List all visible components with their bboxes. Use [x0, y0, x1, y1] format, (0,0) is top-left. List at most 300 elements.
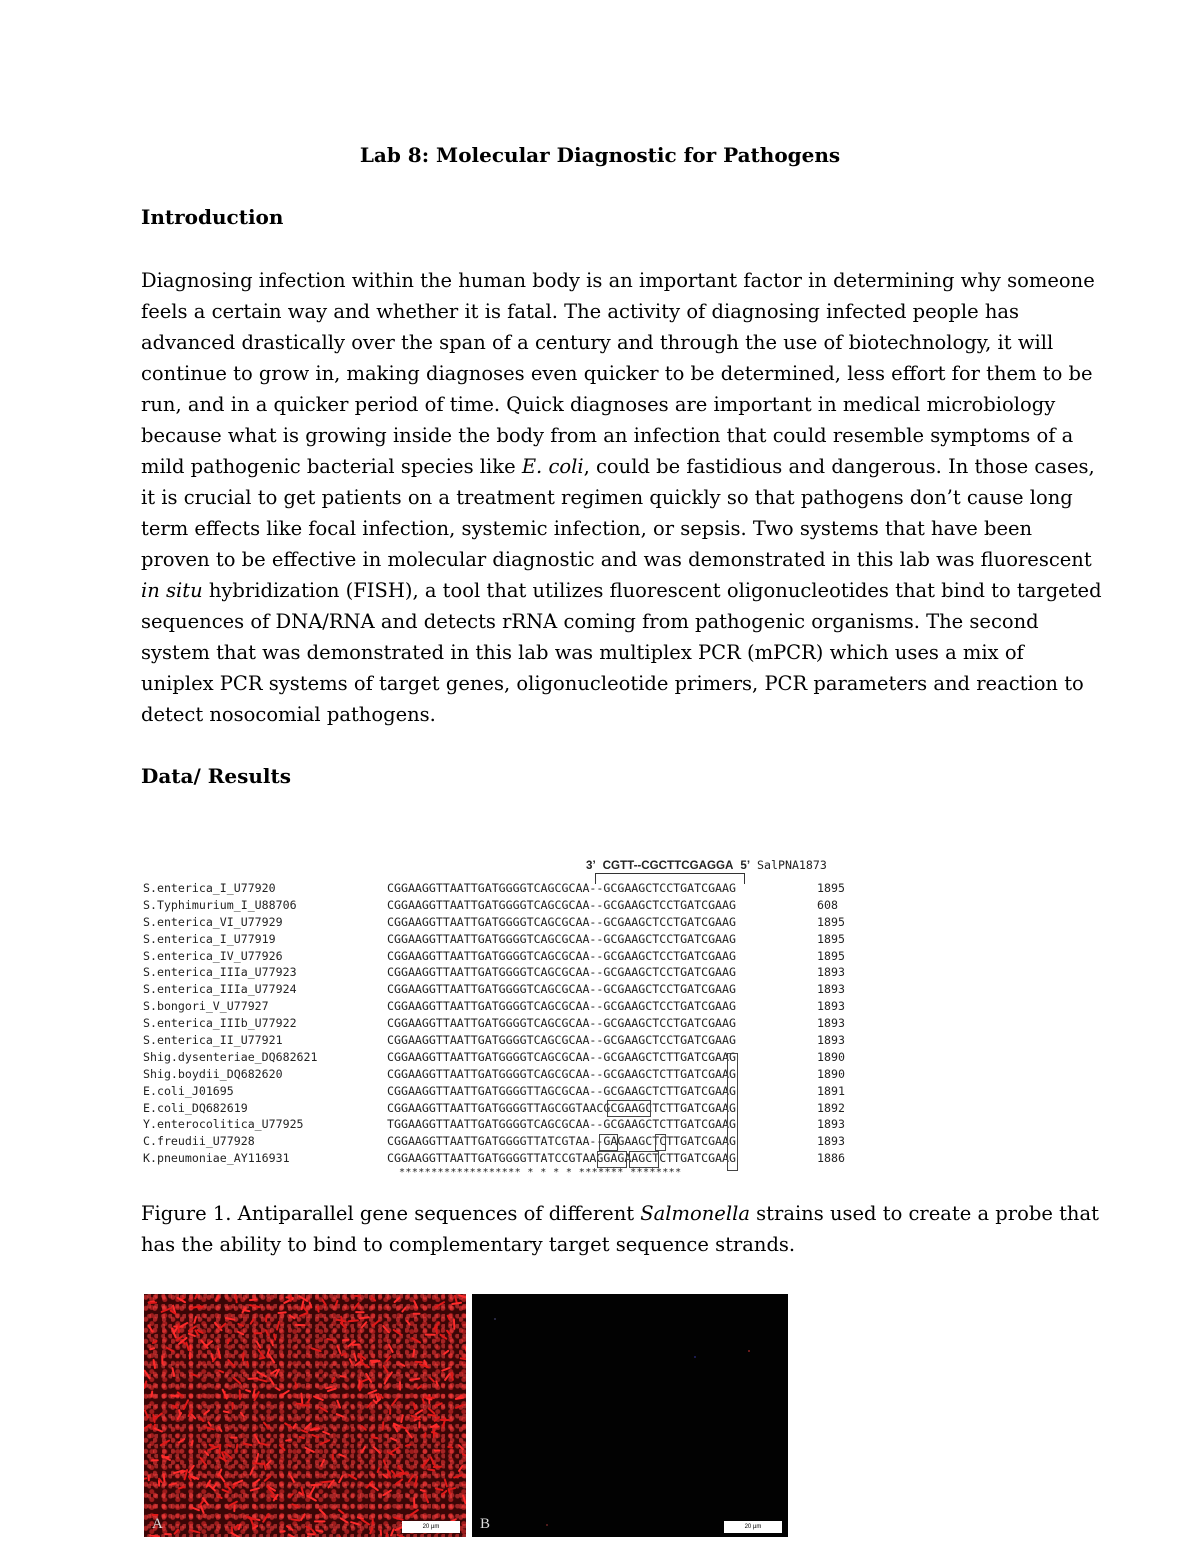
position: 1893 [817, 1016, 845, 1031]
position: 1895 [817, 881, 845, 895]
bacterium-rod [301, 1394, 302, 1404]
probe-sequence: CGTT--CGCTTCGAGGA [602, 859, 734, 872]
bacterium-rod [155, 1413, 162, 1418]
probe-label [586, 858, 827, 872]
sequence: CGGAAGGTTAATTGATGGGGTCAGCGCAA--GCGAAGCTCCTGATCGAAG [387, 914, 737, 929]
intro-line: because what is growing inside the body from an infection that could resemble symptoms of a [141, 424, 1074, 447]
strain-name: S.enterica_I_U77920 [143, 881, 276, 895]
bacterium-rod [361, 1357, 362, 1362]
bacterium-rod [339, 1510, 344, 1514]
sequence: CGGAAGGTTAATTGATGGGGTTATCGTAA--GAGAAGCTCTTGATCGAAG [387, 1134, 737, 1149]
bacterium-rod [386, 1356, 390, 1361]
bacterium-rod [285, 1423, 291, 1427]
bacterium-rod [326, 1387, 331, 1388]
intro-line: proven to be effective in molecular diagnostic and was demonstrated in this lab was fluorescent [141, 548, 1092, 571]
bacterium-rod [341, 1376, 346, 1377]
bacterium-rod [269, 1355, 274, 1363]
bacterium-rod [362, 1520, 369, 1525]
bacterium-rod [179, 1487, 184, 1489]
bacterium-rod [200, 1501, 203, 1505]
bacterium-rod [362, 1426, 366, 1430]
bacterium-rod [277, 1322, 279, 1330]
probe-suffix: 5’ [740, 859, 751, 872]
bacterium-rod [384, 1366, 388, 1372]
bacterium-rod [320, 1407, 327, 1411]
sequence: CGGAAGGTTAATTGATGGGGTCAGCGCAA--GCGAAGCTCTTGATCGAAG [387, 1066, 737, 1081]
bacterium-rod [260, 1358, 265, 1359]
bacterium-rod [362, 1447, 365, 1452]
bacterium-rod [223, 1490, 229, 1492]
bacterium-rod [452, 1373, 453, 1380]
bacterium-rod [200, 1458, 205, 1465]
bacterium-rod [372, 1437, 378, 1438]
bacterium-rod [235, 1525, 238, 1528]
bacterium-rod [327, 1339, 332, 1340]
consensus-line: ******************* * * * * ******* ******** [399, 1167, 682, 1178]
bacterium-rod [349, 1475, 356, 1479]
bacterium-rod [205, 1452, 208, 1455]
position: 1886 [817, 1151, 845, 1166]
bacterium-rod [411, 1510, 418, 1515]
bacterium-rod [268, 1349, 269, 1354]
figure1-caption: Figure 1. Antiparallel gene sequences of different Salmonella strains used to create a probe that has the ability to bind to complementary target sequence strands. [141, 1202, 1099, 1256]
bacterium-rod [235, 1294, 236, 1302]
bacterium-rod [337, 1401, 340, 1408]
bacterium-rod [219, 1470, 222, 1476]
mismatch-column-box [727, 1053, 738, 1171]
bacterium-rod [192, 1441, 193, 1445]
bacterium-rod [286, 1440, 291, 1441]
bacterium-rod [416, 1410, 422, 1414]
strain-name: E.coli_DQ682619 [143, 1100, 248, 1115]
bacterium-rod [422, 1459, 428, 1466]
bacterium-rod [378, 1394, 383, 1398]
sequence: CGGAAGGTTAATTGATGGGGTCAGCGCAA--GCGAAGCTCTTGATCGAAG [387, 1049, 737, 1064]
bacterium-rod [459, 1295, 466, 1297]
bacterium-rod [358, 1517, 363, 1519]
position: 1895 [817, 948, 845, 963]
bacterium-rod [435, 1417, 439, 1421]
sequence: CGGAAGGTTAATTGATGGGGTCAGCGCAA--GCGAAGCTCCTGATCGAAG [387, 897, 737, 912]
bacterium-rod [191, 1530, 200, 1532]
position: 1895 [817, 931, 845, 946]
bacterium-rod [179, 1439, 184, 1442]
bacterium-rod [227, 1445, 231, 1447]
bacterium-rod [144, 1381, 146, 1387]
bacterium-rod [154, 1360, 155, 1368]
bacterium-rod [401, 1415, 403, 1422]
bacterium-rod [370, 1484, 378, 1490]
bacterium-rod [286, 1297, 293, 1298]
bacterium-rod [192, 1508, 199, 1511]
bacterium-rod [354, 1354, 356, 1361]
bacterium-rod [207, 1341, 212, 1345]
bacterium-rod [305, 1448, 313, 1452]
bacterium-rod [465, 1347, 466, 1353]
bacterium-rod [220, 1324, 226, 1329]
bacterium-rod [200, 1418, 203, 1421]
fish-micrograph-b [472, 1294, 788, 1537]
position: 608 [817, 897, 838, 912]
position: 1890 [817, 1049, 845, 1064]
bacterium-rod [144, 1425, 151, 1430]
bacterium-rod [211, 1354, 212, 1360]
bacterium-rod [351, 1522, 358, 1524]
bacterium-rod [410, 1379, 419, 1381]
bacterium-rod [274, 1334, 275, 1339]
bacterium-rod [342, 1353, 346, 1355]
bacterium-rod [398, 1535, 404, 1537]
bacterium-rod [445, 1374, 449, 1380]
bacterium-rod [287, 1526, 292, 1530]
strain-name: S.enterica_VI_U77929 [143, 914, 283, 929]
bacterium-rod [350, 1359, 352, 1363]
intro-line: it is crucial to get patients on a treatment regimen quickly so that pathogens don’t cause long [141, 486, 1073, 509]
strain-name: S.Typhimurium_I_U88706 [143, 897, 297, 912]
bacterium-rod [257, 1342, 261, 1348]
bacterium-rod [401, 1364, 405, 1366]
bacterium-rod [224, 1452, 232, 1458]
bacterium-rod [421, 1490, 425, 1491]
bacterium-rod [429, 1408, 435, 1413]
bacterium-rod [250, 1299, 257, 1300]
sequence: CGGAAGGTTAATTGATGGGGTCAGCGCAA--GCGAAGCTCCTGATCGAAG [387, 948, 737, 963]
bacterium-rod [414, 1301, 417, 1308]
bacterium-rod [402, 1308, 405, 1312]
intro-line: sequences of DNA/RNA and detects rRNA coming from pathogenic organisms. The second [141, 610, 1039, 633]
bacterium-rod [323, 1300, 326, 1305]
bacterium-rod [289, 1535, 296, 1537]
bacterium-rod [264, 1423, 269, 1428]
bacterium-rod [299, 1296, 307, 1301]
bacterium-rod [204, 1410, 209, 1414]
bacterium-rod [389, 1345, 393, 1352]
bacterium-rod [189, 1334, 195, 1336]
bacterium-rod [436, 1381, 438, 1385]
bacterium-rod [445, 1479, 447, 1486]
bacterium-rod [383, 1475, 387, 1478]
bacterium-rod [394, 1425, 397, 1431]
bacterium-rod [228, 1360, 234, 1367]
bacterium-rod [270, 1379, 274, 1385]
bacterium-rod [461, 1358, 466, 1360]
bacterium-rod [172, 1368, 174, 1376]
bacterium-rod [321, 1440, 329, 1444]
bacterium-rod [373, 1320, 380, 1326]
position: 1892 [817, 1100, 845, 1115]
position: 1890 [817, 1066, 845, 1081]
bacterium-rod [372, 1297, 375, 1300]
bacterium-rod [300, 1313, 307, 1316]
bacterium-rod [162, 1308, 171, 1312]
bacterium-rod [278, 1312, 285, 1313]
sequence: CGGAAGGTTAATTGATGGGGTCAGCGCAA--GCGAAGCTCCTGATCGAAG [387, 1016, 737, 1031]
bacterium-rod [392, 1398, 397, 1405]
bacterium-rod [415, 1477, 417, 1486]
bacterium-rod [442, 1491, 446, 1495]
bacterium-rod [258, 1372, 266, 1377]
intro-line: feels a certain way and whether it is fatal. The activity of diagnosing infected people has [141, 300, 1020, 323]
bacterium-rod [208, 1422, 210, 1425]
bacterium-rod [302, 1430, 307, 1432]
fish-micrograph-a [144, 1294, 466, 1537]
bacterium-rod [454, 1475, 462, 1477]
strain-name: S.enterica_IV_U77926 [143, 948, 283, 963]
bacterium-rod [423, 1399, 424, 1403]
bacterium-rod [250, 1305, 260, 1307]
bacterium-rod [463, 1495, 465, 1503]
bacterium-rod [238, 1332, 243, 1334]
bacterium-rod [336, 1301, 338, 1306]
bacterium-rod [308, 1536, 313, 1537]
bacterium-rod [384, 1460, 386, 1464]
position: 1895 [817, 914, 845, 929]
speck [748, 1350, 750, 1352]
bacterium-rod [448, 1447, 452, 1448]
bacterium-rod [322, 1481, 331, 1482]
bacterium-rod [232, 1527, 233, 1532]
bacterium-rod [343, 1340, 348, 1341]
bacterium-rod [292, 1519, 300, 1520]
bacterium-rod [428, 1415, 435, 1416]
bacterium-rod [425, 1494, 428, 1502]
bacterium-rod [170, 1483, 176, 1485]
bacterium-rod [360, 1362, 369, 1367]
bacterium-rod [337, 1414, 343, 1416]
bacterium-rod [242, 1308, 245, 1312]
bacterium-rod [238, 1324, 243, 1326]
position: 1893 [817, 1033, 845, 1048]
bacterium-rod [265, 1476, 270, 1480]
bacterium-rod [246, 1390, 250, 1391]
bacterium-rod [312, 1348, 321, 1351]
bacterium-rod [463, 1454, 466, 1458]
bacterium-rod [310, 1303, 312, 1308]
sequence: CGGAAGGTTAATTGATGGGGTTAGCGGTAACGCGAAGCTCTTGATCGAAG [387, 1100, 737, 1115]
bacterium-rod [184, 1400, 188, 1409]
bacterium-rod [254, 1392, 258, 1400]
bacterium-rod [388, 1470, 391, 1478]
bacterium-rod [144, 1478, 146, 1479]
bacterium-rod [442, 1368, 449, 1371]
bacterium-rod [413, 1350, 414, 1357]
strain-name: Shig.boydii_DQ682620 [143, 1066, 283, 1081]
intro-line: uniplex PCR systems of target genes, oligonucleotide primers, PCR parameters and reaction to [141, 672, 1084, 695]
panel-label-b: B [480, 1516, 491, 1532]
bacterium-rod [314, 1396, 323, 1399]
sequence: CGGAAGGTTAATTGATGGGGTCAGCGCAA--GCGAAGCTCCTGATCGAAG [387, 881, 737, 895]
bacterium-rod [383, 1491, 390, 1496]
position: 1893 [817, 965, 845, 980]
scale-bar-b: 20 µm [724, 1521, 782, 1533]
bacterium-rod [253, 1390, 254, 1396]
bacterium-rod [266, 1330, 268, 1335]
bacterium-rod [368, 1403, 372, 1407]
bacterium-rod [459, 1445, 463, 1449]
bacterium-rod [210, 1445, 215, 1447]
speck [546, 1524, 548, 1526]
bacterium-rod [145, 1411, 148, 1418]
bacterium-rod [452, 1303, 461, 1304]
bacterium-rod [292, 1504, 299, 1506]
bacterium-rod [395, 1298, 400, 1302]
speck [494, 1318, 496, 1320]
bacterium-rod [339, 1454, 345, 1456]
bacterium-rod [218, 1496, 222, 1498]
strain-name: Shig.dysenteriae_DQ682621 [143, 1049, 318, 1064]
mismatch-box-cfreundii-2 [655, 1134, 666, 1151]
page-title: Lab 8: Molecular Diagnostic for Pathogens [359, 143, 841, 167]
bacterium-rod [254, 1480, 259, 1484]
bacterium-rod [219, 1427, 222, 1431]
bacterium-rod [272, 1341, 273, 1345]
bacterium-rod [378, 1468, 380, 1472]
bacterium-rod [349, 1320, 358, 1321]
bacterium-rod [391, 1447, 399, 1452]
bacterium-rod [456, 1405, 463, 1408]
bacterium-rod [220, 1445, 221, 1454]
probe-prefix: 3’ [586, 859, 596, 872]
intro-line: advanced drastically over the span of a century and through the use of biotechnology, it will [141, 331, 1054, 354]
bacterium-rod [218, 1349, 220, 1358]
bacterium-rod [425, 1397, 434, 1398]
bacterium-rod [189, 1477, 191, 1481]
bacterium-rod [338, 1346, 341, 1353]
bacterium-rod [302, 1487, 304, 1493]
bacterium-rod [150, 1348, 154, 1349]
bacterium-rod [301, 1514, 305, 1520]
sequence-alignment-figure [141, 855, 861, 1185]
bacterium-rod [247, 1362, 248, 1366]
bacterium-rod [383, 1422, 384, 1430]
bacterium-rod [155, 1429, 162, 1432]
bacterium-rod [289, 1494, 292, 1497]
bacterium-rod [255, 1435, 259, 1443]
bacterium-rod [280, 1391, 288, 1396]
bacterium-rod [459, 1466, 462, 1471]
bacterium-rod [289, 1474, 294, 1482]
bacterium-rod [303, 1307, 307, 1312]
bacterium-rod [360, 1317, 369, 1318]
intro-line: in situ hybridization (FISH), a tool that utilizes fluorescent oligonucleotides that bind to targeted [141, 579, 1102, 602]
bacterium-rod [359, 1380, 360, 1387]
bacterium-rod [251, 1488, 259, 1490]
bacterium-rod [226, 1318, 235, 1320]
position: 1891 [817, 1083, 845, 1098]
sequence: CGGAAGGTTAATTGATGGGGTCAGCGCAA--GCGAAGCTCCTGATCGAAG [387, 931, 737, 946]
strain-name: C.freudii_U77928 [143, 1134, 255, 1149]
bacterium-rod [213, 1484, 216, 1488]
introduction-heading: Introduction [141, 205, 284, 229]
bacterium-rod [256, 1454, 258, 1462]
intro-line: Diagnosing infection within the human body is an important factor in determining why someone [141, 269, 1095, 292]
bacterium-rod [418, 1386, 422, 1388]
bacterium-rod [414, 1404, 415, 1409]
bacterium-rod [145, 1371, 150, 1378]
position: 1893 [817, 999, 845, 1014]
bacterium-rod [230, 1502, 237, 1506]
sequence: TGGAAGGTTAATTGATGGGGTCAGCGCAA--GCGAAGCTCTTGATCGAAG [387, 1117, 737, 1132]
bacterium-rod [430, 1378, 434, 1382]
position: 1893 [817, 1117, 845, 1132]
bacterium-rod [370, 1528, 372, 1534]
speck [694, 1356, 696, 1358]
bacterium-rod [391, 1529, 393, 1535]
bacterium-rod [450, 1488, 455, 1489]
bacterium-rod [152, 1391, 153, 1396]
bacterium-rod [355, 1303, 359, 1308]
intro-line: system that was demonstrated in this lab was multiplex PCR (mPCR) which uses a mix of [141, 641, 1024, 664]
bacterium-rod [191, 1374, 197, 1376]
bacterium-rod [164, 1474, 165, 1481]
sequence: CGGAAGGTTAATTGATGGGGTCAGCGCAA--GCGAAGCTCCTGATCGAAG [387, 1033, 737, 1048]
bacterium-rod [374, 1447, 380, 1453]
bacterium-rod [332, 1378, 334, 1382]
bacterium-rod [447, 1331, 450, 1335]
position: 1893 [817, 1134, 845, 1149]
bacterium-rod [276, 1388, 280, 1390]
bacterium-rod [198, 1330, 203, 1333]
bacterium-rod [290, 1316, 295, 1319]
strain-name: Y.enterocolitica_U77925 [143, 1117, 304, 1132]
bacterium-rod [391, 1438, 396, 1440]
bacterium-rod [250, 1468, 253, 1475]
bacterium-rod [436, 1489, 443, 1490]
bacterium-rod [201, 1505, 204, 1512]
bacterium-rod [431, 1457, 435, 1465]
bacterium-rod [219, 1371, 223, 1373]
bacterium-rod [383, 1326, 389, 1332]
bacterium-rod [406, 1430, 411, 1437]
bacterium-rod [376, 1394, 378, 1399]
bacterium-rod [149, 1326, 153, 1332]
bacterium-rod [312, 1485, 321, 1486]
bacterium-rod [362, 1322, 367, 1327]
bacterium-rod [241, 1413, 244, 1416]
bacterium-rod [436, 1403, 442, 1406]
bacterium-rod [323, 1432, 329, 1434]
bacterium-rod [425, 1433, 426, 1437]
introduction-paragraph [141, 265, 1102, 730]
bacterium-rod [400, 1473, 408, 1474]
bacterium-rod [428, 1469, 434, 1470]
bacterium-rod [264, 1463, 265, 1469]
bacterium-rod [392, 1471, 395, 1474]
strain-name: E.coli_J01695 [143, 1083, 234, 1098]
bacterium-rod [189, 1466, 194, 1472]
bacterium-rod [310, 1487, 315, 1496]
bacterium-rod [394, 1330, 401, 1335]
bacterium-rod [339, 1476, 342, 1483]
bacteria-cells [144, 1294, 466, 1537]
strain-name: S.bongori_V_U77927 [143, 999, 269, 1014]
bacterium-rod [317, 1530, 323, 1531]
bacterium-rod [448, 1316, 450, 1320]
bacterium-rod [234, 1378, 240, 1384]
bacterium-rod [201, 1340, 207, 1347]
bacterium-rod [216, 1296, 218, 1301]
bacterium-rod [261, 1443, 267, 1445]
bacterium-rod [308, 1496, 316, 1501]
bacterium-rod [167, 1348, 173, 1351]
bacterium-rod [368, 1390, 376, 1393]
strain-name: S.enterica_II_U77921 [143, 1033, 283, 1048]
bacterium-rod [271, 1370, 277, 1374]
bacterium-rod [341, 1518, 348, 1522]
bacterium-rod [206, 1427, 214, 1429]
bacterium-rod [194, 1317, 196, 1323]
bacterium-rod [224, 1411, 229, 1412]
